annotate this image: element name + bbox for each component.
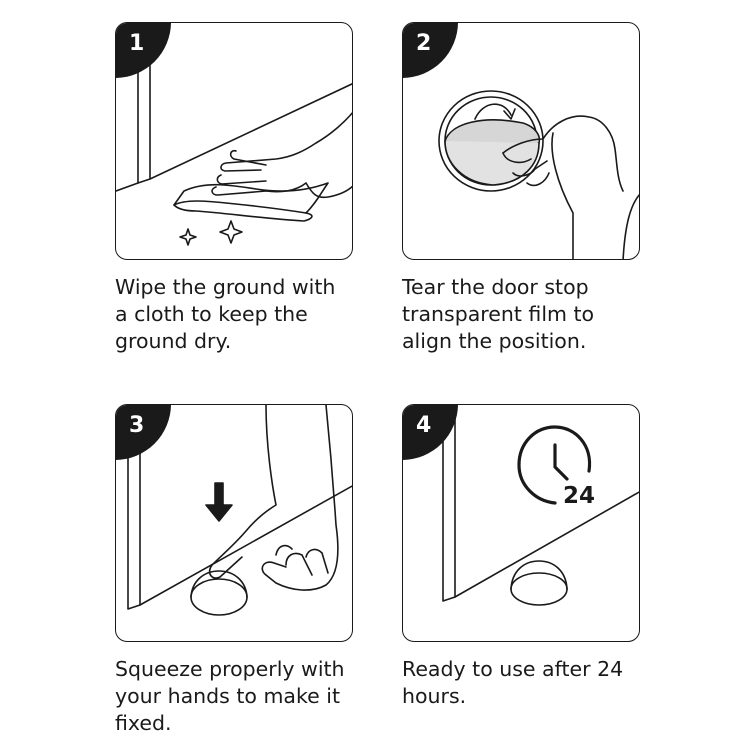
- step-1-panel: [115, 22, 353, 260]
- step-number: 3: [129, 413, 145, 438]
- caption-line: Wipe the ground with: [115, 275, 336, 299]
- step-4-panel: [402, 404, 640, 642]
- caption-line: Tear the door stop: [402, 275, 589, 299]
- step-4-caption: [402, 656, 652, 710]
- caption-line: Squeeze properly with: [115, 657, 345, 681]
- step-2-panel: [402, 22, 640, 260]
- caption-line: fixed.: [115, 711, 172, 735]
- step-number: 4: [416, 413, 432, 438]
- step-number: 1: [129, 31, 145, 56]
- caption-line: hours.: [402, 684, 467, 708]
- clock-label: 24: [563, 483, 596, 509]
- step-3-caption: [115, 656, 365, 737]
- caption-line: align the position.: [402, 329, 587, 353]
- step-3-panel: [115, 404, 353, 642]
- caption-line: ground dry.: [115, 329, 232, 353]
- caption-line: transparent film to: [402, 302, 595, 326]
- caption-line: your hands to make it: [115, 684, 340, 708]
- step-1-caption: [115, 274, 365, 355]
- caption-line: Ready to use after 24: [402, 657, 624, 681]
- step-2-caption: [402, 274, 652, 355]
- step-number: 2: [416, 31, 432, 56]
- caption-line: a cloth to keep the: [115, 302, 308, 326]
